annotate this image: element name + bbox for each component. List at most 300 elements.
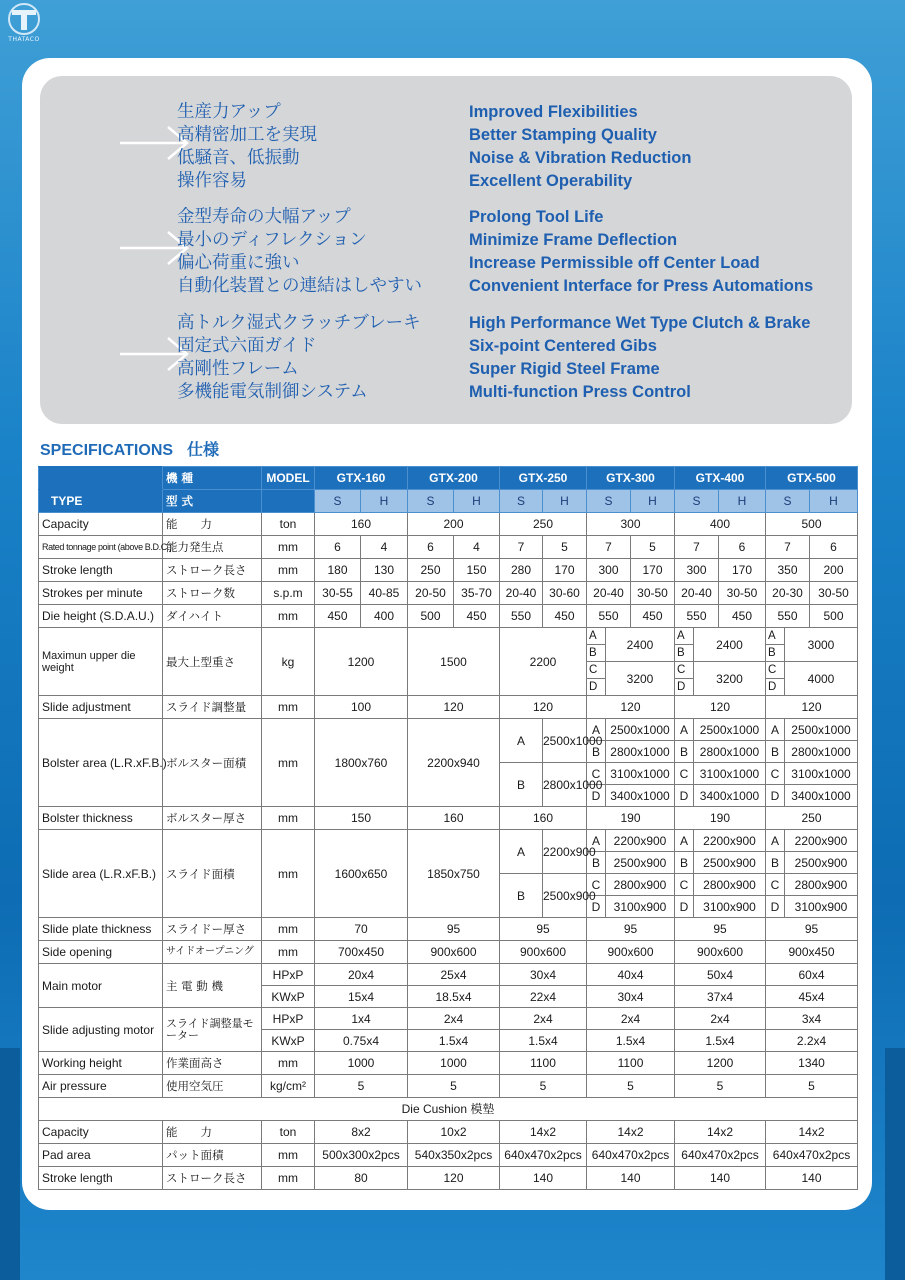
table-cell: 3100x1000 xyxy=(785,763,858,785)
row-label-jp: 最大上型重さ xyxy=(163,628,262,696)
variant-label: B xyxy=(675,852,694,874)
type-header-blank xyxy=(39,467,163,490)
table-cell: 400 xyxy=(361,605,408,628)
table-cell: 150 xyxy=(315,807,408,830)
header-type: TYPE xyxy=(39,490,163,513)
variant-label: A xyxy=(587,719,606,741)
table-cell: 140 xyxy=(675,1167,766,1190)
table-cell: 4 xyxy=(361,536,408,559)
die-cushion-title-en: Die Cushion xyxy=(401,1102,467,1116)
row-unit: mm xyxy=(262,696,315,719)
table-cell: 300 xyxy=(587,513,675,536)
table-cell: 2500x900 xyxy=(543,874,587,918)
type-subheader: S xyxy=(675,490,719,513)
table-cell: 550 xyxy=(587,605,631,628)
table-cell: 3400x1000 xyxy=(785,785,858,807)
row-unit: ton xyxy=(262,513,315,536)
table-cell: 190 xyxy=(675,807,766,830)
table-cell: 1100 xyxy=(587,1052,675,1075)
feature-en-item: Better Stamping Quality xyxy=(469,126,657,144)
table-cell: 900x450 xyxy=(766,941,858,964)
type-subheader: S xyxy=(500,490,543,513)
type-subheader: H xyxy=(719,490,766,513)
table-cell: 2x4 xyxy=(500,1008,587,1030)
table-cell: 640x470x2pcs xyxy=(587,1144,675,1167)
variant-label: B xyxy=(675,741,694,763)
row-label-jp: ストローク長さ xyxy=(163,1167,262,1190)
table-cell: 250 xyxy=(500,513,587,536)
variant-label: B xyxy=(766,741,785,763)
row-label-en: Slide area (L.R.xF.B.) xyxy=(39,830,163,918)
row-unit: HPxP xyxy=(262,1008,315,1030)
table-cell: 450 xyxy=(719,605,766,628)
table-cell: 6 xyxy=(315,536,361,559)
table-cell: 500 xyxy=(408,605,454,628)
table-cell: 1.5x4 xyxy=(675,1030,766,1052)
table-cell: 35-70 xyxy=(454,582,500,605)
row-unit: KWxP xyxy=(262,1030,315,1052)
feature-en-item: Increase Permissible off Center Load xyxy=(469,254,760,272)
table-cell: 500x300x2pcs xyxy=(315,1144,408,1167)
table-cell: 10x2 xyxy=(408,1121,500,1144)
row-unit: KWxP xyxy=(262,986,315,1008)
table-cell: 1800x760 xyxy=(315,719,408,807)
row-unit: mm xyxy=(262,559,315,582)
table-cell: 1.5x4 xyxy=(587,1030,675,1052)
table-cell: 5 xyxy=(631,536,675,559)
table-cell: 280 xyxy=(500,559,543,582)
table-cell: 100 xyxy=(315,696,408,719)
table-cell: 2800x900 xyxy=(606,874,675,896)
header-blank xyxy=(262,490,315,513)
type-subheader: H xyxy=(361,490,408,513)
table-cell: 550 xyxy=(500,605,543,628)
table-cell: 120 xyxy=(587,696,675,719)
row-label-en: Side opening xyxy=(39,941,163,964)
row-unit: mm xyxy=(262,1144,315,1167)
model-name: GTX-160 xyxy=(315,467,408,490)
table-cell: 170 xyxy=(719,559,766,582)
feature-en-item: Super Rigid Steel Frame xyxy=(469,360,660,378)
variant-label: D xyxy=(766,785,785,807)
row-unit: kg/cm² xyxy=(262,1075,315,1098)
feature-en-list xyxy=(469,206,849,298)
table-cell: 640x470x2pcs xyxy=(500,1144,587,1167)
table-cell: 5 xyxy=(543,536,587,559)
spec-title-jp: 仕様 xyxy=(187,440,220,459)
table-cell: 3100x1000 xyxy=(606,763,675,785)
variant-label: B xyxy=(587,741,606,763)
feature-jp-list xyxy=(177,101,477,193)
feature-en-item: High Performance Wet Type Clutch & Brake xyxy=(469,314,811,332)
table-cell: 550 xyxy=(675,605,719,628)
row-label-jp: 主 電 動 機 xyxy=(163,964,262,1008)
table-cell: 5 xyxy=(766,1075,858,1098)
feature-jp-item: 生産力アップ xyxy=(177,102,281,122)
feature-jp-item: 最小のディフレクション xyxy=(177,230,367,250)
table-cell: 20-40 xyxy=(500,582,543,605)
table-cell: 1.5x4 xyxy=(500,1030,587,1052)
row-label-jp: ストローク数 xyxy=(163,582,262,605)
table-cell: 1x4 xyxy=(315,1008,408,1030)
table-cell: 30-60 xyxy=(543,582,587,605)
table-cell: 2500x1000 xyxy=(694,719,766,741)
table-cell: 160 xyxy=(500,807,587,830)
variant-label: A xyxy=(587,830,606,852)
row-unit: s.p.m xyxy=(262,582,315,605)
table-cell: 20-30 xyxy=(766,582,810,605)
table-cell: 2800x900 xyxy=(785,874,858,896)
variant-label: C xyxy=(766,874,785,896)
row-label-jp: サイドオープニング xyxy=(163,941,262,964)
table-cell: 700x450 xyxy=(315,941,408,964)
header-katashiki: 型 式 xyxy=(163,490,262,513)
table-cell: 250 xyxy=(766,807,858,830)
variant-label: A xyxy=(587,628,606,645)
model-name: GTX-300 xyxy=(587,467,675,490)
table-cell: 2200x900 xyxy=(606,830,675,852)
spec-table xyxy=(38,466,858,1190)
row-label-jp: スライド面積 xyxy=(163,830,262,918)
table-cell: 30x4 xyxy=(500,964,587,986)
row-label-en: Working height xyxy=(39,1052,163,1075)
variant-label: D xyxy=(675,679,694,696)
table-cell: 30x4 xyxy=(587,986,675,1008)
feature-jp-item: 自動化装置との連結はしやすい xyxy=(177,276,422,296)
feature-en-item: Noise & Vibration Reduction xyxy=(469,149,692,167)
table-cell: 500 xyxy=(766,513,858,536)
table-cell: 300 xyxy=(675,559,719,582)
table-cell: 5 xyxy=(500,1075,587,1098)
variant-label: C xyxy=(675,874,694,896)
table-cell: 25x4 xyxy=(408,964,500,986)
table-cell: 500 xyxy=(810,605,858,628)
table-cell: 120 xyxy=(766,696,858,719)
table-cell: 3200 xyxy=(606,662,675,696)
table-cell: 2800x1000 xyxy=(694,741,766,763)
table-cell: 30-50 xyxy=(631,582,675,605)
table-cell: 5 xyxy=(675,1075,766,1098)
table-cell: 2.2x4 xyxy=(766,1030,858,1052)
table-cell: 2x4 xyxy=(408,1008,500,1030)
table-cell: 40x4 xyxy=(587,964,675,986)
row-label-en: Bolster thickness xyxy=(39,807,163,830)
variant-label: B xyxy=(766,852,785,874)
feature-en-item: Multi-function Press Control xyxy=(469,383,691,401)
table-cell: 2800x1000 xyxy=(606,741,675,763)
variant-label: B xyxy=(587,852,606,874)
variant-label: C xyxy=(675,662,694,679)
table-cell: 1200 xyxy=(675,1052,766,1075)
table-cell: 550 xyxy=(766,605,810,628)
variant-label: D xyxy=(587,896,606,918)
variant-label: A xyxy=(675,628,694,645)
variant-label: D xyxy=(675,785,694,807)
variant-label: D xyxy=(587,785,606,807)
decor-band-right xyxy=(885,1048,905,1280)
variant-label: C xyxy=(587,874,606,896)
variant-label: A xyxy=(675,830,694,852)
feature-en-item: Prolong Tool Life xyxy=(469,208,604,226)
row-label-en: Slide adjustment xyxy=(39,696,163,719)
row-unit: mm xyxy=(262,605,315,628)
row-label-en: Stroke length xyxy=(39,559,163,582)
table-cell: 80 xyxy=(315,1167,408,1190)
table-cell: 900x600 xyxy=(500,941,587,964)
row-label-jp: スライド調整量モーター xyxy=(163,1008,262,1052)
table-cell: 170 xyxy=(543,559,587,582)
table-cell: 900x600 xyxy=(408,941,500,964)
row-label-jp: ボルスター厚さ xyxy=(163,807,262,830)
table-cell: 1340 xyxy=(766,1052,858,1075)
row-label-jp: ボルスター面積 xyxy=(163,719,262,807)
row-unit: ton xyxy=(262,1121,315,1144)
table-cell: 170 xyxy=(631,559,675,582)
feature-en-list xyxy=(469,312,849,404)
table-cell: 95 xyxy=(587,918,675,941)
table-cell: 140 xyxy=(766,1167,858,1190)
table-cell: 50x4 xyxy=(675,964,766,986)
feature-jp-list xyxy=(177,312,477,404)
logo-text: THATACO xyxy=(8,36,40,43)
type-subheader: H xyxy=(631,490,675,513)
row-label-en: Capacity xyxy=(39,513,163,536)
table-cell: 2400 xyxy=(606,628,675,662)
feature-jp-item: 高剛性フレーム xyxy=(177,359,299,379)
table-cell: 2x4 xyxy=(587,1008,675,1030)
table-cell: 350 xyxy=(766,559,810,582)
row-label-en: Slide plate thickness xyxy=(39,918,163,941)
type-subheader: H xyxy=(543,490,587,513)
feature-jp-item: 高精密加工を実現 xyxy=(177,125,317,145)
variant-label: D xyxy=(766,679,785,696)
company-logo xyxy=(2,2,46,46)
table-cell: 3100x900 xyxy=(606,896,675,918)
variant-label: C xyxy=(587,763,606,785)
table-cell: 37x4 xyxy=(675,986,766,1008)
type-subheader: S xyxy=(315,490,361,513)
row-unit: mm xyxy=(262,1052,315,1075)
row-label-jp: ダイハイト xyxy=(163,605,262,628)
table-cell: 450 xyxy=(631,605,675,628)
table-cell: 640x470x2pcs xyxy=(766,1144,858,1167)
logo-t-mark-icon xyxy=(4,2,44,36)
table-cell: 14x2 xyxy=(587,1121,675,1144)
table-cell: 120 xyxy=(500,696,587,719)
table-cell: 1.5x4 xyxy=(408,1030,500,1052)
feature-en-item: Minimize Frame Deflection xyxy=(469,231,678,249)
row-unit: kg xyxy=(262,628,315,696)
row-label-en: Air pressure xyxy=(39,1075,163,1098)
table-cell: 900x600 xyxy=(675,941,766,964)
table-cell: 1100 xyxy=(500,1052,587,1075)
table-cell: 18.5x4 xyxy=(408,986,500,1008)
row-label-en: Strokes per minute xyxy=(39,582,163,605)
row-label-jp: 能 力 xyxy=(163,1121,262,1144)
spec-title xyxy=(40,437,219,460)
row-label-en: Main motor xyxy=(39,964,163,1008)
table-cell: 5 xyxy=(315,1075,408,1098)
table-cell: 2800x1000 xyxy=(543,763,587,807)
variant-label: D xyxy=(766,896,785,918)
feature-en-item: Excellent Operability xyxy=(469,172,633,190)
variant-label: B xyxy=(766,645,785,662)
row-label-en: Maximun upper die weight xyxy=(39,628,163,696)
table-cell: 14x2 xyxy=(675,1121,766,1144)
table-cell: 2200x940 xyxy=(408,719,500,807)
table-cell: 20-50 xyxy=(408,582,454,605)
table-cell: 4000 xyxy=(785,662,858,696)
table-cell: 130 xyxy=(361,559,408,582)
table-cell: 140 xyxy=(500,1167,587,1190)
table-cell: 190 xyxy=(587,807,675,830)
feature-group-1 xyxy=(40,101,852,193)
table-cell: 3400x1000 xyxy=(694,785,766,807)
table-cell: 95 xyxy=(766,918,858,941)
feature-jp-item: 金型寿命の大幅アップ xyxy=(177,207,351,227)
table-cell: 2200x900 xyxy=(543,830,587,874)
table-cell: 160 xyxy=(408,807,500,830)
table-cell: 2800x1000 xyxy=(785,741,858,763)
table-cell: 30-50 xyxy=(810,582,858,605)
table-cell: 3100x1000 xyxy=(694,763,766,785)
table-cell: 200 xyxy=(810,559,858,582)
row-label-jp: 使用空気圧 xyxy=(163,1075,262,1098)
feature-en-item: Six-point Centered Gibs xyxy=(469,337,657,355)
table-cell: 640x470x2pcs xyxy=(675,1144,766,1167)
table-cell: 3x4 xyxy=(766,1008,858,1030)
variant-label: B xyxy=(587,645,606,662)
table-cell: 20x4 xyxy=(315,964,408,986)
table-cell: 95 xyxy=(675,918,766,941)
type-subheader: S xyxy=(587,490,631,513)
type-subheader: S xyxy=(766,490,810,513)
table-cell: 0.75x4 xyxy=(315,1030,408,1052)
variant-label: A xyxy=(766,830,785,852)
row-label-en: Capacity xyxy=(39,1121,163,1144)
table-cell: 6 xyxy=(719,536,766,559)
table-cell: 95 xyxy=(408,918,500,941)
variant-label: B xyxy=(675,645,694,662)
table-cell: 2500x1000 xyxy=(543,719,587,763)
feature-jp-item: 操作容易 xyxy=(177,171,247,191)
variant-label: B xyxy=(500,874,543,918)
table-cell: 2500x900 xyxy=(785,852,858,874)
table-cell: 60x4 xyxy=(766,964,858,986)
row-unit: mm xyxy=(262,830,315,918)
variant-label: C xyxy=(675,763,694,785)
table-cell: 14x2 xyxy=(500,1121,587,1144)
variant-label: A xyxy=(675,719,694,741)
variant-label: A xyxy=(500,830,543,874)
feature-en-item: Improved Flexibilities xyxy=(469,103,638,121)
row-label-jp: ストローク長さ xyxy=(163,559,262,582)
table-cell: 30-55 xyxy=(315,582,361,605)
type-subheader: S xyxy=(408,490,454,513)
table-cell: 20-40 xyxy=(587,582,631,605)
table-cell: 2200x900 xyxy=(694,830,766,852)
row-unit: mm xyxy=(262,1167,315,1190)
model-name: GTX-200 xyxy=(408,467,500,490)
table-cell: 7 xyxy=(500,536,543,559)
model-name: GTX-250 xyxy=(500,467,587,490)
row-unit: mm xyxy=(262,941,315,964)
table-cell: 3400x1000 xyxy=(606,785,675,807)
table-cell: 70 xyxy=(315,918,408,941)
table-cell: 180 xyxy=(315,559,361,582)
table-cell: 1850x750 xyxy=(408,830,500,918)
table-cell: 120 xyxy=(408,1167,500,1190)
table-cell: 2200x900 xyxy=(785,830,858,852)
table-cell: 250 xyxy=(408,559,454,582)
variant-label: C xyxy=(766,662,785,679)
table-cell: 140 xyxy=(587,1167,675,1190)
row-unit: mm xyxy=(262,918,315,941)
table-cell: 1000 xyxy=(408,1052,500,1075)
row-label-en: Die height (S.D.A.U.) xyxy=(39,605,163,628)
row-label-jp: パット面積 xyxy=(163,1144,262,1167)
table-cell: 4 xyxy=(454,536,500,559)
table-cell: 2500x900 xyxy=(694,852,766,874)
variant-label: D xyxy=(675,896,694,918)
row-unit: mm xyxy=(262,807,315,830)
table-cell: 2800x900 xyxy=(694,874,766,896)
table-cell: 1500 xyxy=(408,628,500,696)
table-cell: 20-40 xyxy=(675,582,719,605)
table-cell: 5 xyxy=(408,1075,500,1098)
type-subheader: H xyxy=(810,490,858,513)
table-cell: 450 xyxy=(543,605,587,628)
variant-label: D xyxy=(587,679,606,696)
table-cell: 2500x1000 xyxy=(606,719,675,741)
table-cell: 30-50 xyxy=(719,582,766,605)
table-cell: 7 xyxy=(766,536,810,559)
table-cell: 14x2 xyxy=(766,1121,858,1144)
table-cell: 95 xyxy=(500,918,587,941)
row-label-jp: 能力発生点 xyxy=(163,536,262,559)
table-cell: 450 xyxy=(315,605,361,628)
die-cushion-header xyxy=(39,1098,858,1121)
variant-label: B xyxy=(500,763,543,807)
row-label-jp: スライドー厚さ xyxy=(163,918,262,941)
table-cell: 45x4 xyxy=(766,986,858,1008)
table-cell: 5 xyxy=(587,1075,675,1098)
row-label-en: Stroke length xyxy=(39,1167,163,1190)
table-cell: 2500x1000 xyxy=(785,719,858,741)
variant-label: C xyxy=(587,662,606,679)
row-label-en: Bolster area (L.R.xF.B.) xyxy=(39,719,163,807)
feature-jp-item: 固定式六面ガイド xyxy=(177,336,317,356)
table-cell: 22x4 xyxy=(500,986,587,1008)
variant-label: A xyxy=(500,719,543,763)
table-cell: 160 xyxy=(315,513,408,536)
table-cell: 450 xyxy=(454,605,500,628)
feature-jp-item: 低騒音、低振動 xyxy=(177,148,300,168)
feature-jp-item: 高トルク湿式クラッチブレーキ xyxy=(177,313,421,333)
table-cell: 2500x900 xyxy=(606,852,675,874)
feature-jp-item: 多機能電気制御システム xyxy=(177,382,368,402)
row-label-en: Rated tonnage point (above B.D.C.) xyxy=(39,536,163,559)
table-cell: 300 xyxy=(587,559,631,582)
row-unit: mm xyxy=(262,719,315,807)
row-unit: mm xyxy=(262,536,315,559)
header-kishu: 機 種 xyxy=(163,467,262,490)
decor-band-left xyxy=(0,1048,20,1280)
table-cell: 3100x900 xyxy=(694,896,766,918)
table-cell: 900x600 xyxy=(587,941,675,964)
table-cell: 2400 xyxy=(694,628,766,662)
model-name: GTX-500 xyxy=(766,467,858,490)
